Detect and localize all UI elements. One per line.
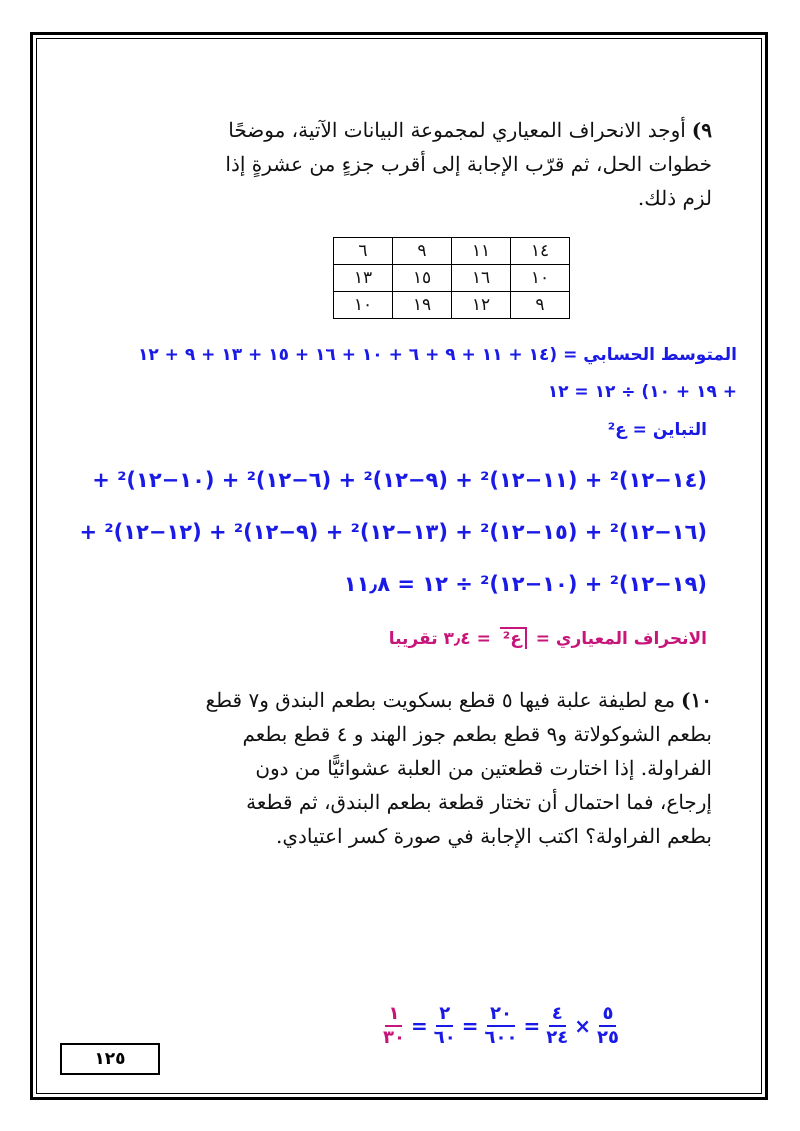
fraction-result: $\frac{١}{٣٠}$ xyxy=(383,1003,405,1048)
mean-line-1 xyxy=(138,345,737,365)
data-table xyxy=(333,237,570,319)
problem-10-number: ١٠) xyxy=(681,688,712,712)
sqrt-radical: ع² xyxy=(500,627,527,649)
table-cell: ٩ xyxy=(393,238,452,265)
fraction-step-3: $\frac{٢}{٦٠}$ xyxy=(433,1003,456,1048)
variance-line-1: (١٤−١٢)² + (١١−١٢)² + (٩−١٢)² + (٦−١٢)² + (١٠−١٢)² + xyxy=(92,468,707,492)
mean-expression-1: (١٤ + ١١ + ٩ + ٦ + ١٠ + ١٦ + ١٥ + ١٣ + ٩ + ١٢ xyxy=(137,345,558,365)
table-cell: ١٠ xyxy=(334,292,393,319)
table-row xyxy=(334,238,570,265)
table-row xyxy=(334,265,570,292)
table-cell: ٩ xyxy=(511,292,570,319)
table-cell: ١١ xyxy=(452,238,511,265)
times-sign: × xyxy=(574,1014,591,1038)
problem-10-line-2: بطعم الشوكولاتة و٩ قطع بطعم جوز الهند و ٤ قطع بطعم xyxy=(242,722,712,746)
table-cell: ٦ xyxy=(334,238,393,265)
equals-sign: = xyxy=(410,1014,428,1038)
fraction-step-2: $\frac{٢٠}{٦٠٠}$ xyxy=(484,1003,518,1048)
table-cell: ١٦ xyxy=(452,265,511,292)
standard-deviation-line xyxy=(389,627,707,649)
problem-9 xyxy=(152,113,712,215)
fraction-strawberry: $\frac{٤}{٢٤}$ xyxy=(546,1003,569,1048)
table-cell: ١٤ xyxy=(511,238,570,265)
table-cell: ١٩ xyxy=(393,292,452,319)
equals-sign: = xyxy=(523,1014,541,1038)
problem-9-line-3: لزم ذلك. xyxy=(637,186,712,210)
fraction-hazelnut: $\frac{٥}{٢٥}$ xyxy=(596,1003,619,1048)
problem-10-line-1: مع لطيفة علبة فيها ٥ قطع بسكويت بطعم البندق و٧ قطع xyxy=(205,688,676,712)
problem-10-line-5: بطعم الفراولة؟ اكتب الإجابة في صورة كسر اعتيادي. xyxy=(276,824,712,848)
problem-10-line-4: إرجاع، فما احتمال أن تختار قطعة بطعم البندق، ثم قطعة xyxy=(246,790,712,814)
variance-line-3: (١٩−١٢)² + (١٠−١٢)² ÷ ١٢ = ١١٫٨ xyxy=(343,572,707,596)
problem-9-number: ٩) xyxy=(691,118,712,142)
table-cell: ١٥ xyxy=(393,265,452,292)
sd-label: الانحراف المعياري = xyxy=(535,629,707,649)
problem-9-line-1: أوجد الانحراف المعياري لمجموعة البيانات الآتية، موضحًا xyxy=(228,118,686,142)
table-cell: ١٠ xyxy=(511,265,570,292)
variance-line-2: (١٦−١٢)² + (١٥−١٢)² + (١٣−١٢)² + (٩−١٢)² + (١٢−١٢)² + xyxy=(79,520,707,544)
sd-value: = ٣٫٤ تقريبا xyxy=(388,629,491,649)
table-cell: ١٣ xyxy=(334,265,393,292)
variance-label: التباين = ع² xyxy=(607,420,707,440)
mean-label: المتوسط الحسابي = xyxy=(563,345,737,365)
problem-9-line-2: خطوات الحل، ثم قرّب الإجابة إلى أقرب جزءٍ من عشرةٍ إذا xyxy=(225,152,712,176)
equals-sign: = xyxy=(461,1014,479,1038)
page-number: ١٢٥ xyxy=(60,1043,160,1075)
problem-10 xyxy=(152,683,712,853)
problem-10-line-3: الفراولة. إذا اختارت قطعتين من العلبة عشوائيًّا من دون xyxy=(255,756,712,780)
table-cell: ١٢ xyxy=(452,292,511,319)
mean-line-2: + ١٩ + ١٠) ÷ ١٢ = ١٢ xyxy=(547,382,737,402)
table-row xyxy=(334,292,570,319)
answer-fractions xyxy=(383,1000,619,1052)
